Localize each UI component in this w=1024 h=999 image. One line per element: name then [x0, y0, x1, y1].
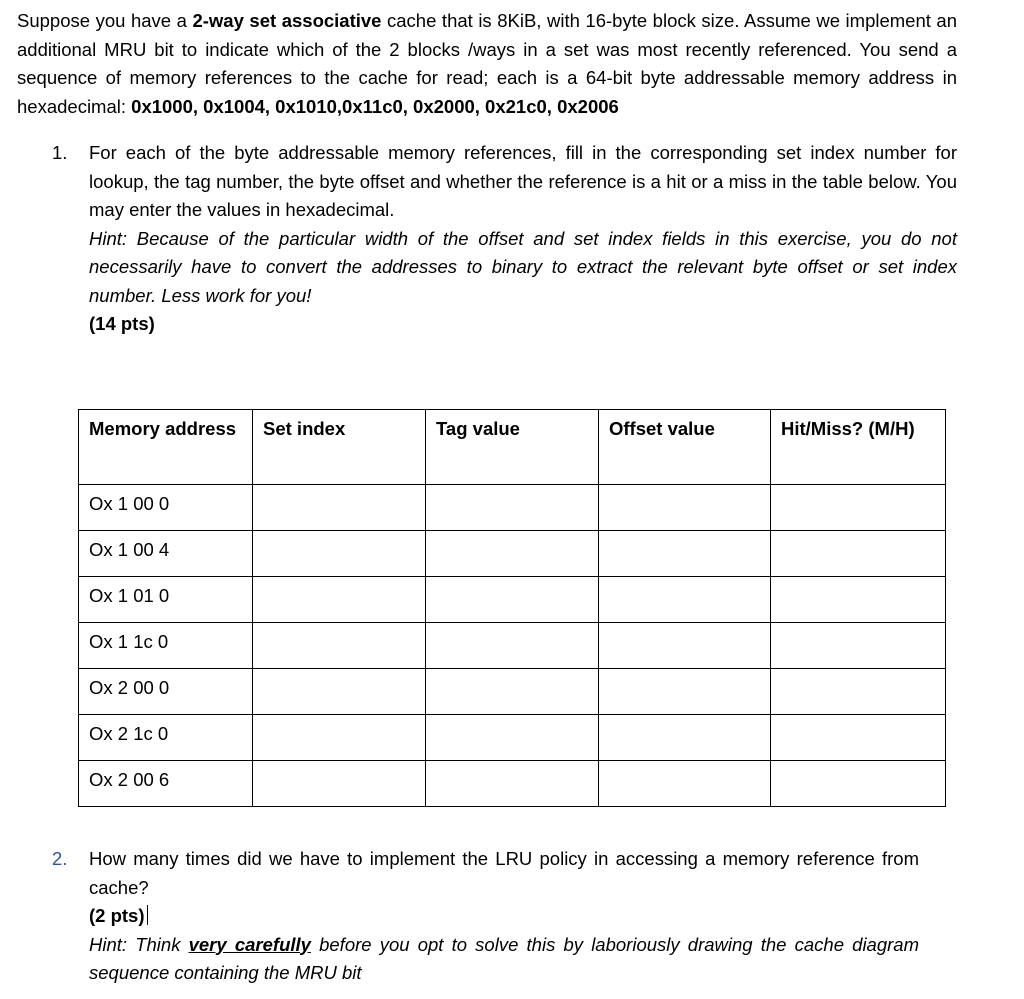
cell-hit-miss[interactable]	[771, 485, 946, 531]
table-row	[79, 577, 946, 623]
cell-address: Ox 2 00 6	[79, 761, 253, 807]
question-1-number: 1.	[52, 142, 68, 163]
cell-offset[interactable]	[599, 577, 771, 623]
table-row	[79, 715, 946, 761]
cell-offset[interactable]	[599, 669, 771, 715]
header-hit-miss: Hit/Miss? (M/H)	[771, 410, 946, 485]
text-cursor	[147, 905, 148, 925]
intro-paragraph	[17, 7, 957, 121]
cell-offset[interactable]	[599, 715, 771, 761]
question-2-text: How many times did we have to implement the LRU policy in accessing a memory reference from cache?	[89, 848, 919, 898]
cell-offset[interactable]	[599, 623, 771, 669]
cell-hit-miss[interactable]	[771, 715, 946, 761]
cell-tag[interactable]	[426, 715, 599, 761]
cell-set-index[interactable]	[253, 761, 426, 807]
table-header-row	[79, 410, 946, 485]
table-row	[79, 531, 946, 577]
hint-text-pre: Hint: Think	[89, 933, 189, 955]
question-2-number: 2.	[52, 848, 68, 869]
cell-address: Ox 1 00 4	[79, 531, 253, 577]
cell-set-index[interactable]	[253, 531, 426, 577]
cell-address: Ox 2 00 0	[79, 669, 253, 715]
cell-tag[interactable]	[426, 623, 599, 669]
cell-address: Ox 1 1c 0	[79, 623, 253, 669]
intro-address-sequence: 0x1000, 0x1004, 0x1010,0x11c0, 0x2000, 0x21c0, 0x2006	[131, 95, 619, 117]
cell-set-index[interactable]	[253, 715, 426, 761]
cell-address: Ox 1 01 0	[79, 577, 253, 623]
header-tag-value: Tag value	[426, 410, 599, 485]
cell-tag[interactable]	[426, 531, 599, 577]
cell-offset[interactable]	[599, 761, 771, 807]
intro-text-2: cache that is 8KiB, with 16-byte block size. Assume we implement an additional MRU bit to indicate which of the 2 blocks /ways in a set was most recently referenced. You send a sequence of memory references to the cache for read; each is a 64-bit byte addressable memory address in hexadecimal:	[17, 10, 958, 117]
question-1-hint: Hint: Because of the particular width of the offset and set index fields in this exercise, you do not necessarily have to convert the addresses to binary to extract the relevant byte offset or set index number. Less work for you!	[89, 227, 957, 306]
table-row	[79, 669, 946, 715]
question-2-points: (2 pts)	[89, 905, 145, 926]
cell-offset[interactable]	[599, 531, 771, 577]
question-2-body	[89, 845, 919, 988]
cell-tag[interactable]	[426, 669, 599, 715]
question-2-hint	[89, 931, 919, 988]
hint-emphasis: very carefully	[188, 933, 311, 955]
table-row	[79, 623, 946, 669]
cell-offset[interactable]	[599, 485, 771, 531]
header-set-index: Set index	[253, 410, 426, 485]
question-2-points-line	[89, 902, 919, 931]
cell-tag[interactable]	[426, 577, 599, 623]
cell-set-index[interactable]	[253, 623, 426, 669]
cell-hit-miss[interactable]	[771, 623, 946, 669]
cell-tag[interactable]	[426, 761, 599, 807]
cell-set-index[interactable]	[253, 485, 426, 531]
question-1-points: (14 pts)	[89, 313, 155, 334]
cell-set-index[interactable]	[253, 577, 426, 623]
cell-hit-miss[interactable]	[771, 531, 946, 577]
cell-hit-miss[interactable]	[771, 761, 946, 807]
hint-text-post: before you opt to solve this by laboriously drawing the cache diagram sequence containing the MRU bit	[89, 933, 919, 983]
cell-address: Ox 1 00 0	[79, 485, 253, 531]
table-row	[79, 485, 946, 531]
table-row	[79, 761, 946, 807]
question-1-text: For each of the byte addressable memory references, fill in the corresponding set index number for lookup, the tag number, the byte offset and whether the reference is a hit or a miss in the table below. You may enter the values in hexadecimal.	[89, 142, 957, 220]
cell-hit-miss[interactable]	[771, 669, 946, 715]
header-memory-address: Memory address	[79, 410, 253, 485]
intro-text-1: Suppose you have a	[17, 10, 193, 31]
question-1-body	[89, 139, 957, 339]
intro-bold-cache-type: 2-way set associative	[192, 10, 382, 31]
cache-table	[78, 409, 946, 807]
header-offset-value: Offset value	[599, 410, 771, 485]
cell-hit-miss[interactable]	[771, 577, 946, 623]
cell-address: Ox 2 1c 0	[79, 715, 253, 761]
cell-tag[interactable]	[426, 485, 599, 531]
cell-set-index[interactable]	[253, 669, 426, 715]
